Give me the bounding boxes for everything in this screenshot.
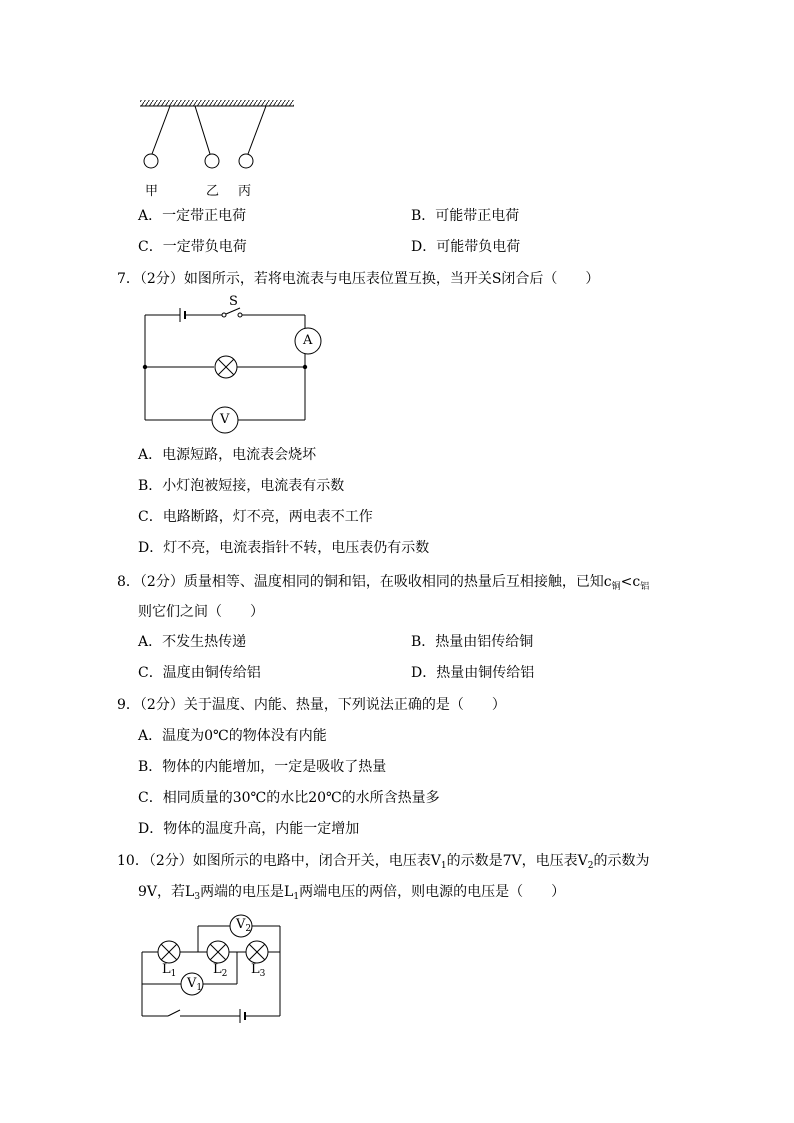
q8-option-d[interactable]: D．热量由铜传给铝 xyxy=(411,665,535,681)
q6-option-c[interactable]: C．一定带负电荷 xyxy=(138,239,247,255)
label-jia: 甲 xyxy=(145,184,159,199)
q10-l1-label: $L_1$ xyxy=(162,962,177,979)
q8-option-c[interactable]: C．温度由铜传给铝 xyxy=(138,665,261,681)
q9-option-a[interactable]: A．温度为0℃的物体没有内能 xyxy=(138,728,327,744)
q10-stem-line1: 10．（2分）如图所示的电路中，闭合开关，电压表$V_1$的示数是7V，电压表$V_2$的示数为 xyxy=(117,853,650,871)
q9-stem: 9．（2分）关于温度、内能、热量，下列说法正确的是（ ） xyxy=(117,697,506,713)
ammeter-label: A xyxy=(303,333,313,348)
q7-option-d[interactable]: D．灯不亮，电流表指针不转，电压表仍有示数 xyxy=(138,540,430,556)
q6-option-b[interactable]: B．可能带正电荷 xyxy=(411,208,520,224)
q10-l3-label: $L_3$ xyxy=(251,962,266,979)
q7-stem: 7．（2分）如图所示，若将电流表与电压表位置互换，当开关S闭合后（ ） xyxy=(117,271,600,287)
ball-jia xyxy=(144,154,158,168)
ball-bing xyxy=(239,154,253,168)
thread-bing xyxy=(248,106,266,154)
q7-option-a[interactable]: A．电源短路，电流表会烧坏 xyxy=(138,447,317,463)
switch-label: S xyxy=(229,294,238,309)
q10-switch-blade xyxy=(168,1010,180,1016)
q7-option-c[interactable]: C．电路断路，灯不亮，两电表不工作 xyxy=(138,509,373,525)
q9-option-b[interactable]: B．物体的内能增加，一定是吸收了热量 xyxy=(138,759,387,775)
thread-jia xyxy=(152,106,170,154)
ceiling-hatch xyxy=(140,100,294,106)
q9-option-d[interactable]: D．物体的温度升高，内能一定增加 xyxy=(138,821,360,837)
q10-v2-label: $V_2$ xyxy=(236,917,252,934)
q10-v1-label: $V_1$ xyxy=(187,976,203,993)
q8-option-a[interactable]: A．不发生热传递 xyxy=(138,634,247,650)
q8-stem-line2: 则它们之间（ ） xyxy=(138,604,264,620)
q6-option-d[interactable]: D．可能带负电荷 xyxy=(411,239,521,255)
voltmeter-label: V xyxy=(220,412,230,427)
q9-option-c[interactable]: C．相同质量的30℃的水比20℃的水所含热量多 xyxy=(138,790,440,806)
q7-circuit xyxy=(140,300,330,440)
q8-option-b[interactable]: B．热量由铝传给铜 xyxy=(411,634,534,650)
q8-stem: 8．（2分）质量相等、温度相同的铜和铝，在吸收相同的热量后互相接触，已知$c_铜<c_铝$ xyxy=(117,574,650,592)
ball-yi xyxy=(205,154,219,168)
q10-l2-label: $L_2$ xyxy=(213,962,228,979)
q10-stem-line2: 9V，若$L_3$两端的电压是$L_1$两端电压的两倍，则电源的电压是（ ） xyxy=(138,884,566,902)
q7-option-b[interactable]: B．小灯泡被短接，电流表有示数 xyxy=(138,478,345,494)
label-yi: 乙 xyxy=(206,184,220,199)
label-bing: 丙 xyxy=(238,184,252,199)
q6-figure xyxy=(140,96,300,176)
q6-option-a[interactable]: A．一定带正电荷 xyxy=(138,208,247,224)
thread-yi xyxy=(195,106,210,154)
